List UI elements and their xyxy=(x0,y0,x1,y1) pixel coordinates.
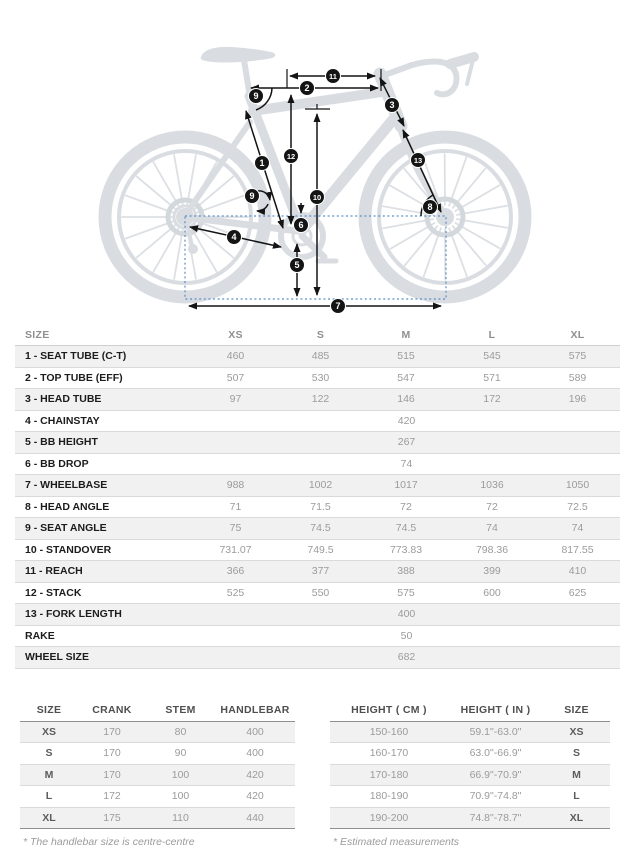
geometry-value: 515 xyxy=(363,346,449,368)
geometry-row-label: WHEEL SIZE xyxy=(15,647,193,669)
geometry-row-label: 8 - HEAD ANGLE xyxy=(15,496,193,518)
geometry-value: 72 xyxy=(449,496,535,518)
dimension-badge-number: 8 xyxy=(427,202,433,213)
geometry-column-header: XL xyxy=(535,324,620,346)
height-size-label: XS xyxy=(543,721,610,743)
geometry-row xyxy=(15,367,620,389)
geometry-value: 589 xyxy=(535,367,620,389)
components-value: 400 xyxy=(215,743,295,765)
geometry-value: 97 xyxy=(193,389,278,411)
height-row xyxy=(330,764,610,786)
geometry-value: 625 xyxy=(535,582,620,604)
height-row xyxy=(330,786,610,808)
geometry-row xyxy=(15,410,620,432)
components-row xyxy=(20,786,295,808)
components-row xyxy=(20,743,295,765)
geometry-row-label: 1 - SEAT TUBE (C-T) xyxy=(15,346,193,368)
geometry-shared-value: 50 xyxy=(193,625,620,647)
geometry-value: 545 xyxy=(449,346,535,368)
geometry-row xyxy=(15,582,620,604)
height-column-header: HEIGHT ( CM ) xyxy=(330,699,448,722)
height-value: 160-170 xyxy=(330,743,448,765)
geometry-shared-value: 267 xyxy=(193,432,620,454)
wheel-spoke xyxy=(126,221,174,238)
components-value: 175 xyxy=(78,807,146,829)
geometry-value: 410 xyxy=(535,561,620,583)
geometry-value: 74 xyxy=(535,518,620,540)
height-size-label: L xyxy=(543,786,610,808)
wheel-spoke xyxy=(174,229,183,279)
height-value: 74.8"-78.7" xyxy=(448,807,543,829)
dimension-badge-number: 7 xyxy=(335,301,341,312)
height-value: 63.0"-66.9" xyxy=(448,743,543,765)
components-size-label: L xyxy=(20,786,78,808)
geometry-row xyxy=(15,389,620,411)
geometry-value: 798.36 xyxy=(449,539,535,561)
rider-height-table xyxy=(330,699,610,830)
geometry-row xyxy=(15,561,620,583)
components-column-header: STEM xyxy=(146,699,215,722)
geometry-row xyxy=(15,346,620,368)
height-value: 150-160 xyxy=(330,721,448,743)
geometry-column-header: M xyxy=(363,324,449,346)
components-value: 170 xyxy=(78,721,146,743)
height-size-label: S xyxy=(543,743,610,765)
components-size-label: S xyxy=(20,743,78,765)
handlebar-footnote: * The handlebar size is centre-centre xyxy=(23,836,195,848)
geometry-row xyxy=(15,647,620,669)
components-row xyxy=(20,807,295,829)
components-header-row xyxy=(20,699,295,722)
geometry-value: 575 xyxy=(535,346,620,368)
geometry-row-label: 3 - HEAD TUBE xyxy=(15,389,193,411)
seat-post xyxy=(244,60,250,97)
geometry-shared-value: 420 xyxy=(193,410,620,432)
height-value: 70.9"-74.8" xyxy=(448,786,543,808)
geometry-value: 71 xyxy=(193,496,278,518)
geometry-value: 525 xyxy=(193,582,278,604)
geometry-value: 600 xyxy=(449,582,535,604)
height-value: 190-200 xyxy=(330,807,448,829)
geometry-row-label: 11 - REACH xyxy=(15,561,193,583)
geometry-row xyxy=(15,475,620,497)
geometry-row-label: 13 - FORK LENGTH xyxy=(15,604,193,626)
components-size-label: M xyxy=(20,764,78,786)
geometry-value: 172 xyxy=(449,389,535,411)
height-row xyxy=(330,721,610,743)
components-value: 100 xyxy=(146,786,215,808)
components-value: 440 xyxy=(215,807,295,829)
geometry-row-label: 10 - STANDOVER xyxy=(15,539,193,561)
geometry-row xyxy=(15,518,620,540)
dimension-badge-number: 6 xyxy=(298,220,304,231)
dimension-badge-number: 4 xyxy=(231,232,237,243)
components-column-header: SIZE xyxy=(20,699,78,722)
height-row xyxy=(330,807,610,829)
geometry-column-header: XS xyxy=(193,324,278,346)
bottom-tables xyxy=(0,699,625,849)
wheel-spoke xyxy=(126,196,174,213)
components-value: 110 xyxy=(146,807,215,829)
geometry-value: 988 xyxy=(193,475,278,497)
geometry-value: 74.5 xyxy=(278,518,363,540)
geometry-value: 377 xyxy=(278,561,363,583)
geometry-value: 1036 xyxy=(449,475,535,497)
components-value: 170 xyxy=(78,743,146,765)
estimated-footnote: * Estimated measurements xyxy=(333,836,460,848)
components-value: 172 xyxy=(78,786,146,808)
geometry-column-header: SIZE xyxy=(15,324,193,346)
geometry-value: 72 xyxy=(363,496,449,518)
components-block xyxy=(20,699,295,849)
dimension-badge-number: 9 xyxy=(249,191,255,202)
components-table xyxy=(20,699,295,830)
geometry-value: 366 xyxy=(193,561,278,583)
geometry-value: 399 xyxy=(449,561,535,583)
stem xyxy=(382,65,412,76)
dimension-badge-number: 11 xyxy=(329,71,337,81)
geometry-value: 1017 xyxy=(363,475,449,497)
height-value: 170-180 xyxy=(330,764,448,786)
components-row xyxy=(20,764,295,786)
geometry-shared-value: 400 xyxy=(193,604,620,626)
geometry-value: 1002 xyxy=(278,475,363,497)
components-size-label: XL xyxy=(20,807,78,829)
height-size-label: XL xyxy=(543,807,610,829)
geometry-value: 749.5 xyxy=(278,539,363,561)
geometry-row xyxy=(15,496,620,518)
geometry-value: 817.55 xyxy=(535,539,620,561)
dimension-badge-number: 5 xyxy=(294,260,300,271)
geometry-value: 571 xyxy=(449,367,535,389)
height-value: 180-190 xyxy=(330,786,448,808)
components-value: 90 xyxy=(146,743,215,765)
geometry-row-label: 12 - STACK xyxy=(15,582,193,604)
height-column-header: SIZE xyxy=(543,699,610,722)
bike-silhouette xyxy=(105,47,525,297)
geometry-header-row xyxy=(15,324,620,346)
dimension-badge-number: 9 xyxy=(253,91,259,102)
components-size-label: XS xyxy=(20,721,78,743)
geometry-row xyxy=(15,604,620,626)
wheel-spoke xyxy=(174,155,183,205)
height-column-header: HEIGHT ( IN ) xyxy=(448,699,543,722)
geometry-row-label: 7 - WHEELBASE xyxy=(15,475,193,497)
geometry-value: 122 xyxy=(278,389,363,411)
geometry-value: 485 xyxy=(278,346,363,368)
dimension-badge-number: 12 xyxy=(286,151,296,161)
bike-geometry-diagram xyxy=(0,0,625,320)
dimension-badge-number: 10 xyxy=(312,192,322,202)
geometry-table xyxy=(15,324,620,669)
geometry-value: 731.07 xyxy=(193,539,278,561)
wheel-spoke xyxy=(196,196,244,213)
dimension-badge-number: 3 xyxy=(389,100,395,111)
geometry-shared-value: 74 xyxy=(193,453,620,475)
geometry-value: 388 xyxy=(363,561,449,583)
geometry-value: 72.5 xyxy=(535,496,620,518)
wheel-spoke xyxy=(137,177,176,210)
components-value: 170 xyxy=(78,764,146,786)
geometry-value: 460 xyxy=(193,346,278,368)
geometry-row-label: RAKE xyxy=(15,625,193,647)
components-value: 100 xyxy=(146,764,215,786)
geometry-value: 74 xyxy=(449,518,535,540)
dimension-badge-number: 13 xyxy=(413,155,423,165)
geometry-value: 547 xyxy=(363,367,449,389)
components-column-header: CRANK xyxy=(78,699,146,722)
geometry-value: 75 xyxy=(193,518,278,540)
height-value: 66.9"-70.9" xyxy=(448,764,543,786)
geometry-value: 196 xyxy=(535,389,620,411)
height-row xyxy=(330,743,610,765)
components-value: 400 xyxy=(215,721,295,743)
geometry-row-label: 5 - BB HEIGHT xyxy=(15,432,193,454)
components-value: 80 xyxy=(146,721,215,743)
geometry-value: 74.5 xyxy=(363,518,449,540)
geometry-value: 530 xyxy=(278,367,363,389)
geometry-row xyxy=(15,432,620,454)
height-size-label: M xyxy=(543,764,610,786)
saddle xyxy=(201,47,276,63)
geometry-value: 1050 xyxy=(535,475,620,497)
components-row xyxy=(20,721,295,743)
dimension-badge-number: 1 xyxy=(259,158,265,169)
dimension-badge-number: 2 xyxy=(304,83,310,94)
geometry-row xyxy=(15,453,620,475)
wheel-spoke xyxy=(154,162,180,206)
rider-height-block xyxy=(330,699,610,849)
geometry-value: 71.5 xyxy=(278,496,363,518)
components-value: 420 xyxy=(215,764,295,786)
geometry-value: 575 xyxy=(363,582,449,604)
geometry-column-header: L xyxy=(449,324,535,346)
height-header-row xyxy=(330,699,610,722)
geometry-value: 773.83 xyxy=(363,539,449,561)
geometry-column-header: S xyxy=(278,324,363,346)
geometry-row-label: 4 - CHAINSTAY xyxy=(15,410,193,432)
geometry-row-label: 2 - TOP TUBE (EFF) xyxy=(15,367,193,389)
wheel-spoke xyxy=(137,225,176,258)
components-value: 420 xyxy=(215,786,295,808)
geometry-row xyxy=(15,539,620,561)
geometry-row-label: 6 - BB DROP xyxy=(15,453,193,475)
geometry-value: 550 xyxy=(278,582,363,604)
derailleur-pulley xyxy=(188,244,198,254)
geometry-row xyxy=(15,625,620,647)
wheel-spoke xyxy=(154,227,180,271)
height-value: 59.1"-63.0" xyxy=(448,721,543,743)
geometry-value: 146 xyxy=(363,389,449,411)
components-column-header: HANDLEBAR xyxy=(215,699,295,722)
geometry-value: 507 xyxy=(193,367,278,389)
geometry-shared-value: 682 xyxy=(193,647,620,669)
geometry-row-label: 9 - SEAT ANGLE xyxy=(15,518,193,540)
